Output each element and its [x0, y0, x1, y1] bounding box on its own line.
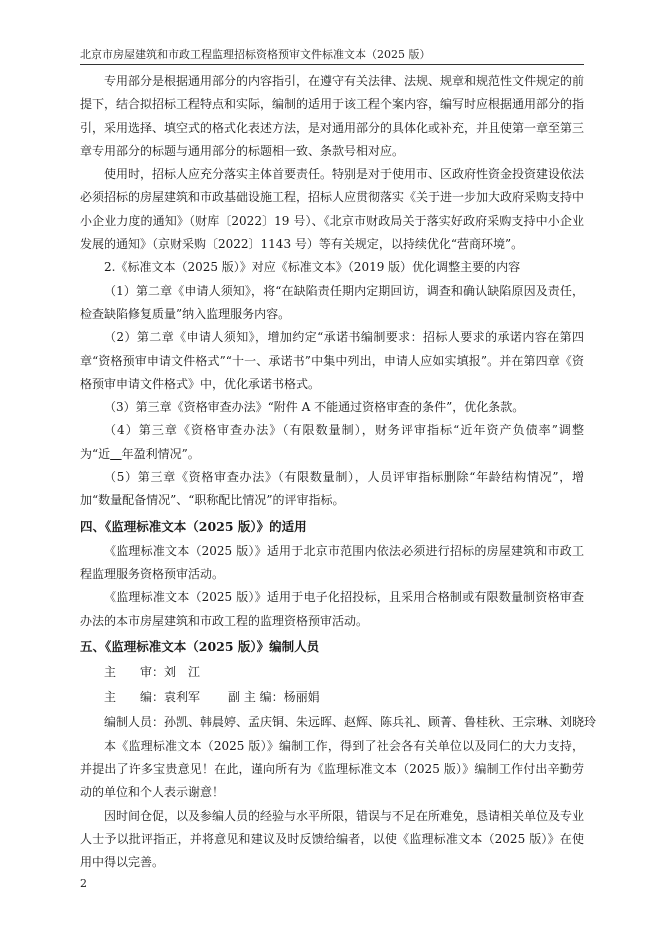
paragraph-acknowledgement: 本《监理标准文本（2025 版）》编制工作，得到了社会各有关单位以及同仁的大力支持，并提出了许多宝贵意见！在此，谨向所有为《监理标准文本（2025 版）》编制工作付出辛勤劳动的单位和个人表示谢意！ [80, 738, 584, 800]
chief-reviewer-name: 刘 江 [164, 664, 201, 679]
blank-fill-line [110, 447, 121, 461]
paragraph-applicability-1: 《监理标准文本（2025 版）》适用于北京市范围内依法必须进行招标的房屋建筑和市政工程监理服务资格预审活动。 [80, 543, 584, 581]
paragraph-item-4 [80, 419, 584, 466]
chief-editor-name: 袁利军 [164, 689, 201, 704]
chief-reviewer-line [80, 660, 584, 685]
deputy-editor-label: 副 主 编： [228, 689, 284, 704]
paragraph-applicability-2: 《监理标准文本（2025 版）》适用于电子化招投标，且采用合格制或有限数量制资格审查办法的本市房屋建筑和市政工程的监理资格预审活动。 [80, 590, 584, 628]
chief-editor-line [80, 685, 584, 710]
paragraph-usage-responsibility: 使用时，招标人应充分落实主体首要责任。特别是对于使用市、区政府性资金投资建设依法必须招标的房屋建筑和市政基础设施工程，招标人应贯彻落实《关于进一步加大政府采购支持中小企业力度的通知》（财库〔2022〕19 号）、《北京市财政局关于落实好政府采购支持中小企业发展的通知》（京财采购〔2022〕1143 号）等有关规定，以持续优化“营商环境”。 [80, 167, 585, 252]
section-heading-editors: 五、《监理标准文本（2025 版）》编制人员 [80, 638, 320, 654]
item-4-text-a: （4）第三章《资格审查办法》（有限数量制），财务评审指标“近年资产负债率”调整为“近 [80, 423, 584, 461]
paragraph-item-1: （1）第二章《申请人须知》，将“在缺陷责任期内定期回访，调查和确认缺陷原因及责任，检查缺陷修复质量”纳入监理服务内容。 [80, 283, 584, 321]
editors-label: 编制人员： [104, 714, 165, 729]
editors-line [80, 710, 597, 735]
document-body [80, 70, 597, 875]
page-number: 2 [80, 877, 87, 890]
paragraph-adjustments-heading: 2.《标准文本（2025 版）》对应《标准文本》（2019 版）优化调整主要的内容 [104, 260, 521, 275]
editors-names: 孙凯、韩晨婷、孟庆铜、朱远晖、赵辉、陈兵礼、顾菁、鲁桂秋、王宗琳、刘晓玲 [164, 714, 597, 729]
chief-reviewer-label: 主 审： [104, 664, 165, 679]
chief-editor-label: 主 编： [104, 689, 165, 704]
paragraph-item-3: （3）第三章《资格审查办法》“附件 A 不能通过资格审查的条件”，优化条款。 [104, 400, 525, 415]
paragraph-closing: 因时间仓促，以及参编人员的经验与水平所限，错误与不足在所难免，恳请相关单位及专业人士予以批评指正，并将意见和建议及时反馈给编者，以使《监理标准文本（2025 版）》在使用中得以完善。 [80, 808, 585, 870]
paragraph-special-part: 专用部分是根据通用部分的内容指引，在遵守有关法律、法规、规章和规范性文件规定的前提下，结合拟招标工程特点和实际，编制的适用于该工程个案内容，编写时应根据通用部分的指引，采用选择、填空式的格式化表述方法，是对通用部分的具体化或补充，并且使第一章至第三章专用部分的标题与通用部分的标题相一致、条款号相对应。 [80, 74, 585, 158]
running-header: 北京市房屋建筑和市政工程监理招标资格预审文件标准文本（2025 版） [80, 46, 584, 65]
paragraph-item-2: （2）第二章《申请人须知》，增加约定“承诺书编制要求：招标人要求的承诺内容在第四章“资格预审申请文件格式”“十一、承诺书”中集中列出，申请人应如实填报”。并在第四章《资格预审申请文件格式》中，优化承诺书格式。 [80, 330, 584, 391]
deputy-editor-name: 杨丽娟 [283, 689, 320, 704]
item-4-text-b: 年盈利情况”。 [121, 446, 200, 461]
paragraph-item-5: （5）第三章《资格审查办法》（有限数量制），人员评审指标删除“年龄结构情况”，增加“数量配备情况”、“职称配比情况”的评审指标。 [80, 470, 584, 508]
section-heading-applicability: 四、《监理标准文本（2025 版）》的适用 [80, 518, 307, 534]
